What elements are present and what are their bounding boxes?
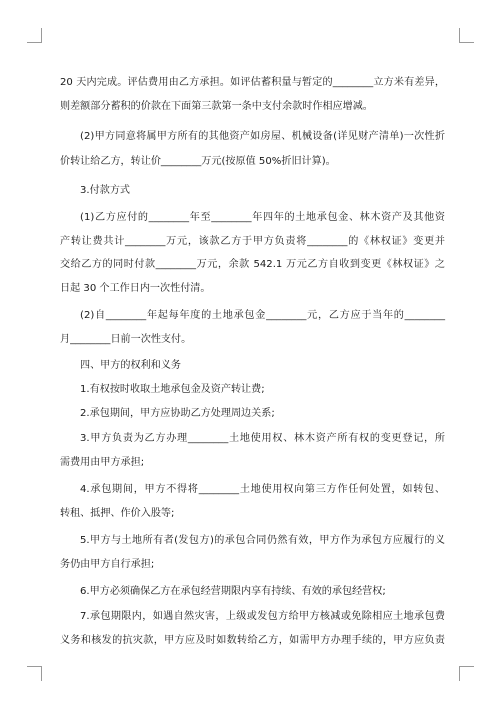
section-heading: 四、甲方的权利和义务 (80, 360, 181, 372)
paragraph-line: 产转让费共计________万元，该款乙方于甲方负责将________的《林权证》变更并 (60, 236, 445, 248)
list-item-continuation: 转租、抵押、作价入股等; (60, 508, 175, 520)
list-item: 4.承包期间，甲方不得将________土地使用权向第三方作任何处置，如转包、 (80, 484, 445, 496)
paragraph-line: 月________日前一次性支付。 (60, 334, 192, 346)
list-item-continuation: 需费用由甲方承担; (60, 457, 145, 469)
paragraph-line: (2)自________年起每年度的土地承包金________元，乙方应于当年的________ (80, 310, 445, 322)
section-heading: 3.付款方式 (80, 185, 131, 197)
paragraph-line: (2)甲方同意将属甲方所有的其他资产如房屋、机械设备(详见财产清单)一次性折 (80, 131, 445, 143)
list-item: 7.承包期限内，如遇自然灾害，上级或发包方给甲方核减或免除相应土地承包费 (80, 611, 445, 623)
crop-mark-bottom-right (459, 666, 474, 681)
crop-mark-top-left (27, 28, 42, 43)
paragraph-line: 则差额部分蓄积的价款在下面第三款第一条中支付余款时作相应增减。 (60, 101, 373, 113)
list-item-continuation: 义务和核发的抗灾款，甲方应及时如数转给乙方，如需甲方办理手续的，甲方应负责 (60, 635, 445, 647)
paragraph-line: 日起 30 个工作日内一次性付清。 (60, 283, 211, 295)
paragraph-line: 20 天内完成。评估费用由乙方承担。如评估蓄积量与暂定的________立方米有差异， (60, 77, 445, 89)
list-item: 1.有权按时收取土地承包金及资产转让费; (80, 384, 265, 396)
list-item-continuation: 务仍由甲方自行承担; (60, 559, 155, 571)
list-item: 2.承包期间，甲方应协助乙方处理周边关系; (80, 408, 275, 420)
paragraph-line: 交给乙方的同时付款________万元，余款 542.1 万元乙方自收到变更《林权证》之 (60, 259, 445, 271)
paragraph-line: (1)乙方应付的________年至________年四年的土地承包金、林木资产及其他资 (80, 212, 445, 224)
list-item: 6.甲方必须确保乙方在承包经营期限内享有持续、有效的承包经营权; (80, 586, 386, 598)
paragraph-line: 价转让给乙方，转让价________万元(按原值 50%折旧计算)。 (60, 156, 336, 168)
crop-mark-top-right (459, 28, 474, 43)
list-item: 3.甲方负责为乙方办理________土地使用权、林木资产所有权的变更登记，所 (80, 433, 445, 445)
crop-mark-bottom-left (27, 666, 42, 681)
list-item: 5.甲方与土地所有者(发包方)的承包合同仍然有效，甲方作为承包方应履行的义 (80, 535, 445, 547)
